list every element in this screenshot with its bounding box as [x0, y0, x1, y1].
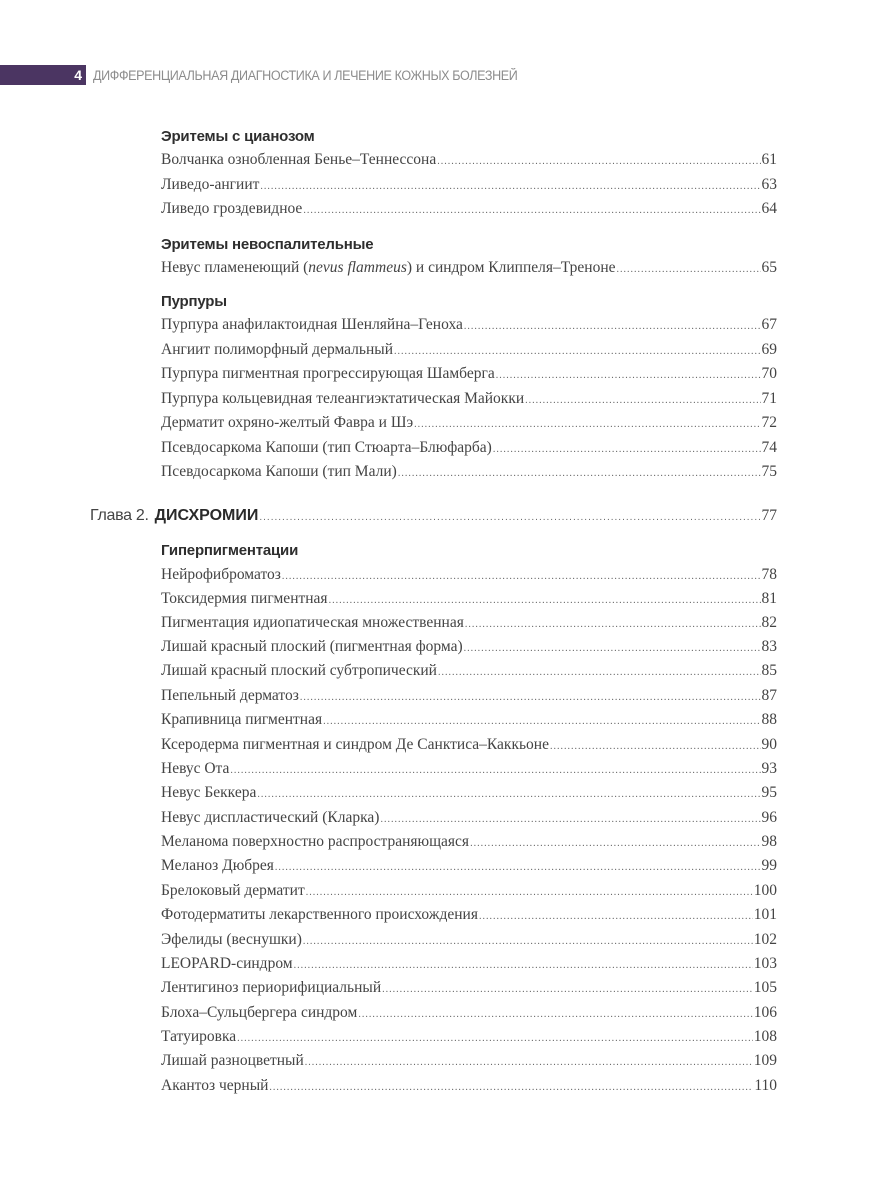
entry-title: Токсидермия пигментная [161, 590, 328, 607]
entry-title: Лишай разноцветный [161, 1052, 304, 1069]
entry-page: 95 [761, 784, 777, 801]
leader-dots [329, 595, 761, 606]
entry-page: 72 [761, 414, 777, 431]
entry-page: 85 [761, 662, 777, 679]
toc-entry[interactable] [161, 151, 777, 173]
leader-dots [525, 395, 760, 406]
entry-title: Крапивница пигментная [161, 711, 323, 728]
entry-title: Пигментация идиопатическая множественная [161, 614, 464, 631]
entry-page: 105 [753, 979, 777, 996]
leader-dots [269, 1082, 753, 1093]
toc-entry[interactable] [161, 1052, 777, 1074]
entry-title: Ливедо гроздевидное [161, 200, 303, 217]
entry-page: 90 [761, 736, 777, 753]
toc-entry[interactable] [161, 882, 777, 904]
entry-title: Блоха–Сульцбергера синдром [161, 1004, 358, 1021]
toc-entry[interactable] [161, 590, 777, 612]
toc-entry[interactable] [161, 1028, 777, 1050]
leader-dots [230, 765, 760, 776]
toc-entry[interactable] [161, 833, 777, 855]
entry-title: Татуировка [161, 1028, 237, 1045]
entry-title-latin: nevus flammeus [308, 259, 407, 276]
toc-entry[interactable] [161, 979, 777, 1001]
toc-entry[interactable] [161, 736, 777, 758]
toc-entry[interactable] [161, 341, 777, 363]
entry-title-part: Невус пламенеющий ( [161, 259, 309, 276]
entry-title: LEOPARD-синдром [161, 955, 293, 972]
entry-page: 69 [761, 341, 777, 358]
toc-entry[interactable] [161, 906, 777, 928]
entry-page: 88 [761, 711, 777, 728]
entry-page: 103 [753, 955, 777, 972]
leader-dots [394, 346, 761, 357]
entry-page: 98 [761, 833, 777, 850]
leader-dots [305, 1057, 753, 1068]
toc-entry[interactable] [161, 1077, 777, 1099]
leader-dots [464, 643, 761, 654]
entry-title: Псевдосаркома Капоши (тип Мали) [161, 463, 397, 480]
leader-dots [438, 667, 761, 678]
toc-entry[interactable] [161, 200, 777, 222]
entry-page: 87 [761, 687, 777, 704]
entry-page: 106 [753, 1004, 777, 1021]
entry-title [161, 259, 616, 277]
toc-entry[interactable] [161, 390, 777, 412]
entry-title: Ксеродерма пигментная и синдром Де Санктиса–Каккьоне [161, 736, 549, 753]
section-heading: Гиперпигментации [161, 542, 299, 559]
running-head-title: ДИФФЕРЕНЦИАЛЬНАЯ ДИАГНОСТИКА И ЛЕЧЕНИЕ КОЖНЫХ БОЛЕЗНЕЙ [93, 67, 518, 83]
entry-title: Фотодерматиты лекарственного происхождения [161, 906, 478, 923]
entry-title: Эфелиды (веснушки) [161, 931, 302, 948]
section-heading: Эритемы невоспалительные [161, 236, 374, 253]
entry-title: Ливедо-ангиит [161, 176, 260, 193]
entry-page: 81 [761, 590, 777, 607]
entry-title: Пепельный дерматоз [161, 687, 299, 704]
entry-title: Меланома поверхностно распространяющаяся [161, 833, 470, 850]
leader-dots [237, 1033, 753, 1044]
entry-page: 63 [761, 176, 777, 193]
toc-entry[interactable] [161, 760, 777, 782]
page-number: 4 [74, 67, 82, 83]
entry-title: Пурпура кольцевидная телеангиэктатическая Майокки [161, 390, 525, 407]
page-number-bar [0, 65, 86, 85]
entry-title: Меланоз Дюбрея [161, 857, 274, 874]
entry-page: 64 [761, 200, 777, 217]
leader-dots [380, 814, 760, 825]
entry-page: 93 [761, 760, 777, 777]
leader-dots [465, 619, 761, 630]
entry-page: 99 [761, 857, 777, 874]
chapter-entry[interactable] [90, 507, 777, 531]
leader-dots [259, 512, 760, 523]
entry-title: Волчанка ознобленная Бенье–Теннессона [161, 151, 437, 168]
entry-page: 71 [761, 390, 777, 407]
leader-dots [398, 468, 761, 479]
entry-page: 67 [761, 316, 777, 333]
entry-title: Невус Беккера [161, 784, 257, 801]
entry-title: Лишай красный плоский (пигментная форма) [161, 638, 463, 655]
toc-entry[interactable] [161, 1004, 777, 1026]
toc-entry[interactable] [161, 566, 777, 588]
entry-page: 96 [761, 809, 777, 826]
section-heading: Пурпуры [161, 293, 227, 310]
toc-entry[interactable] [161, 259, 777, 281]
chapter-page: 77 [761, 507, 777, 524]
entry-page: 100 [753, 882, 777, 899]
toc-entry[interactable] [161, 316, 777, 338]
entry-title-part: ) и синдром Клиппеля–Треноне [406, 259, 616, 276]
leader-dots [275, 862, 761, 873]
leader-dots [303, 936, 753, 947]
toc-entry[interactable] [161, 414, 777, 436]
leader-dots [303, 205, 760, 216]
toc-entry[interactable] [161, 687, 777, 709]
toc-entry[interactable] [161, 711, 777, 733]
leader-dots [257, 789, 760, 800]
leader-dots [464, 321, 761, 332]
leader-dots [294, 960, 753, 971]
entry-title: Ангиит полиморфный дермальный [161, 341, 393, 358]
entry-title: Псевдосаркома Капоши (тип Стюарта–Блюфарба) [161, 439, 492, 456]
entry-page: 108 [753, 1028, 777, 1045]
toc-entry[interactable] [161, 176, 777, 198]
toc-entry[interactable] [161, 463, 777, 485]
entry-page: 75 [761, 463, 777, 480]
toc-entry[interactable] [161, 439, 777, 461]
leader-dots [470, 838, 760, 849]
entry-title: Лишай красный плоский субтропический [161, 662, 437, 679]
entry-page: 110 [754, 1077, 777, 1094]
toc-entry[interactable] [161, 857, 777, 879]
leader-dots [496, 370, 761, 381]
leader-dots [493, 444, 761, 455]
leader-dots [414, 419, 760, 430]
leader-dots [617, 264, 761, 275]
toc-entry[interactable] [161, 809, 777, 831]
leader-dots [282, 571, 761, 582]
entry-title: Дерматит охряно-желтый Фавра и Шэ [161, 414, 414, 431]
toc-entry[interactable] [161, 638, 777, 660]
leader-dots [479, 911, 753, 922]
toc-entry[interactable] [161, 931, 777, 953]
entry-title: Акантоз черный [161, 1077, 269, 1094]
leader-dots [300, 692, 761, 703]
toc-entry[interactable] [161, 365, 777, 387]
leader-dots [260, 181, 760, 192]
leader-dots [382, 984, 753, 995]
section-heading: Эритемы с цианозом [161, 128, 315, 145]
entry-page: 83 [761, 638, 777, 655]
toc-entry[interactable] [161, 662, 777, 684]
entry-title: Пурпура анафилактоидная Шенляйна–Геноха [161, 316, 463, 333]
toc-entry[interactable] [161, 614, 777, 636]
entry-title: Невус Ота [161, 760, 230, 777]
entry-title: Пурпура пигментная прогрессирующая Шамберга [161, 365, 495, 382]
entry-page: 82 [761, 614, 777, 631]
leader-dots [306, 887, 753, 898]
leader-dots [550, 741, 761, 752]
entry-page: 78 [761, 566, 777, 583]
chapter-label: Глава 2. [90, 507, 149, 524]
entry-page: 74 [761, 439, 777, 456]
leader-dots [323, 716, 760, 727]
running-head [0, 65, 549, 85]
entry-page: 70 [761, 365, 777, 382]
entry-page: 109 [753, 1052, 777, 1069]
leader-dots [437, 156, 760, 167]
entry-page: 65 [761, 259, 777, 276]
entry-title: Нейрофиброматоз [161, 566, 281, 583]
chapter-name: ДИСХРОМИИ [154, 507, 259, 524]
entry-page: 61 [761, 151, 777, 168]
toc-entry[interactable] [161, 955, 777, 977]
entry-title: Лентигиноз периорифициальный [161, 979, 382, 996]
entry-title: Невус диспластический (Кларка) [161, 809, 380, 826]
entry-page: 101 [753, 906, 777, 923]
toc-entry[interactable] [161, 784, 777, 806]
entry-page: 102 [753, 931, 777, 948]
entry-title: Брелоковый дерматит [161, 882, 305, 899]
leader-dots [358, 1009, 752, 1020]
